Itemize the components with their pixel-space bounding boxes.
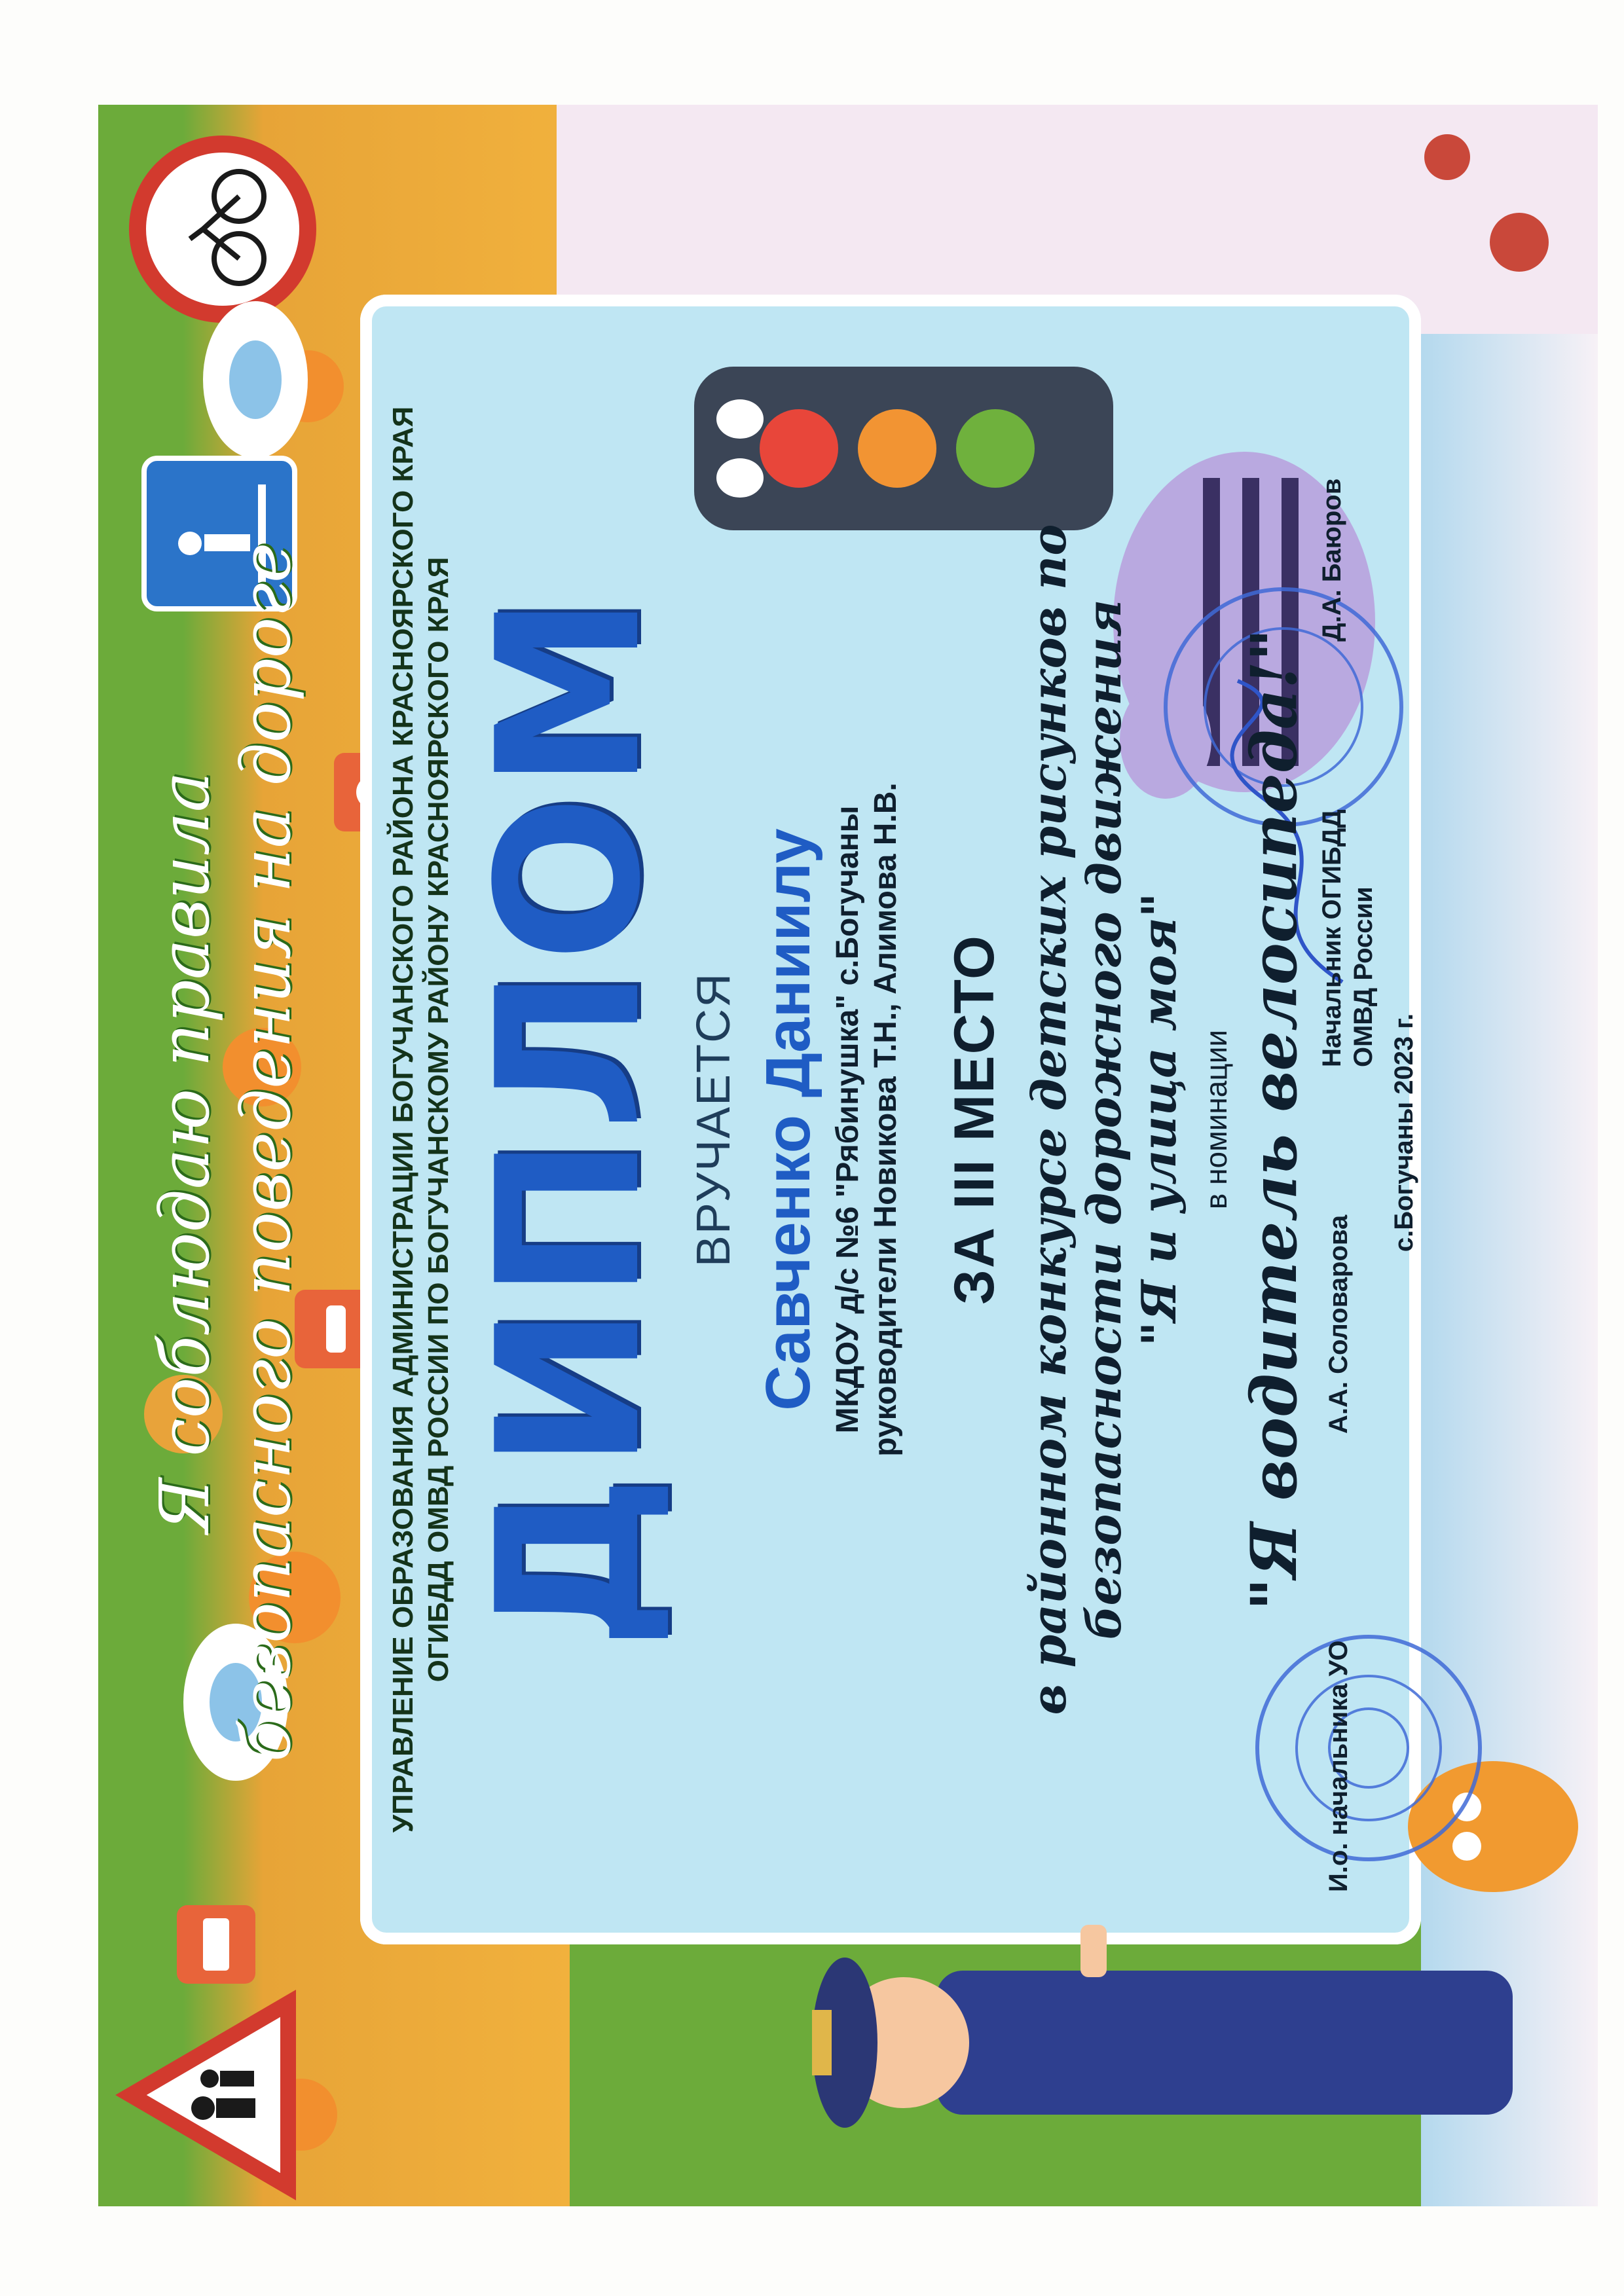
leaders: руководители Новикова Т.Н., Алимова Н.В. xyxy=(868,782,903,1457)
signature-left-name: А.А. Соловарова xyxy=(1324,1214,1353,1434)
slogan-line-2: безопасного поведения на дороге xyxy=(226,542,306,1762)
road-sign-children-icon xyxy=(124,1997,295,2193)
contest-line-1: в районном конкурсе детских рисунков по xyxy=(1021,524,1077,1715)
place-award: ЗА III МЕСТО xyxy=(943,934,1006,1305)
road-sign-bicycle-icon xyxy=(131,137,314,321)
contest-description xyxy=(1022,373,1187,1866)
nomination-title: "Я водитель велосипеда!" xyxy=(1237,628,1311,1611)
road-sign-bus-icon xyxy=(177,1905,255,1984)
policeman-illustration xyxy=(740,1918,1526,2193)
signature-right-title: Начальник ОГИБДД ОМВД России xyxy=(1318,809,1378,1067)
slogan-line-1: Я соблюдаю правила xyxy=(145,771,225,1533)
contest-line-3: "Я и улица моя" xyxy=(1131,892,1187,1347)
red-dot-icon xyxy=(1490,213,1549,272)
awarded-label: ВРУЧАЕТСЯ xyxy=(688,972,740,1267)
diploma-sheet xyxy=(98,105,1598,2206)
diploma-title: ДИПЛОМ xyxy=(455,589,684,1650)
signature-left-title: И.о. начальника УО xyxy=(1324,1640,1353,1892)
header-line-1: УПРАВЛЕНИЕ ОБРАЗОВАНИЯ АДМИНИСТРАЦИИ БОГУЧАНСКОГО РАЙОНА КРАСНОЯРСКОГО КРАЯ xyxy=(387,406,419,1833)
header-line-2: ОГИБДД ОМВД РОССИИ ПО БОГУЧАНСКОМУ РАЙОНУ КРАСНОЯРСКОГО КРАЯ xyxy=(422,556,454,1683)
nomination-label: в номинации xyxy=(1199,1029,1233,1210)
slogan xyxy=(144,399,306,1905)
issue-date: с.Богучаны 2023 г. xyxy=(1390,1013,1418,1252)
signature-right-name: Д.А. Баюров xyxy=(1318,478,1346,642)
red-dot-icon xyxy=(1424,134,1470,180)
contest-line-2: безопасности дорожного движения xyxy=(1076,599,1132,1640)
organization: МКДОУ д/с №6 "Рябинушка" с.Богучаны xyxy=(830,805,865,1434)
recipient-name: Савченко Даниилу xyxy=(753,828,823,1411)
